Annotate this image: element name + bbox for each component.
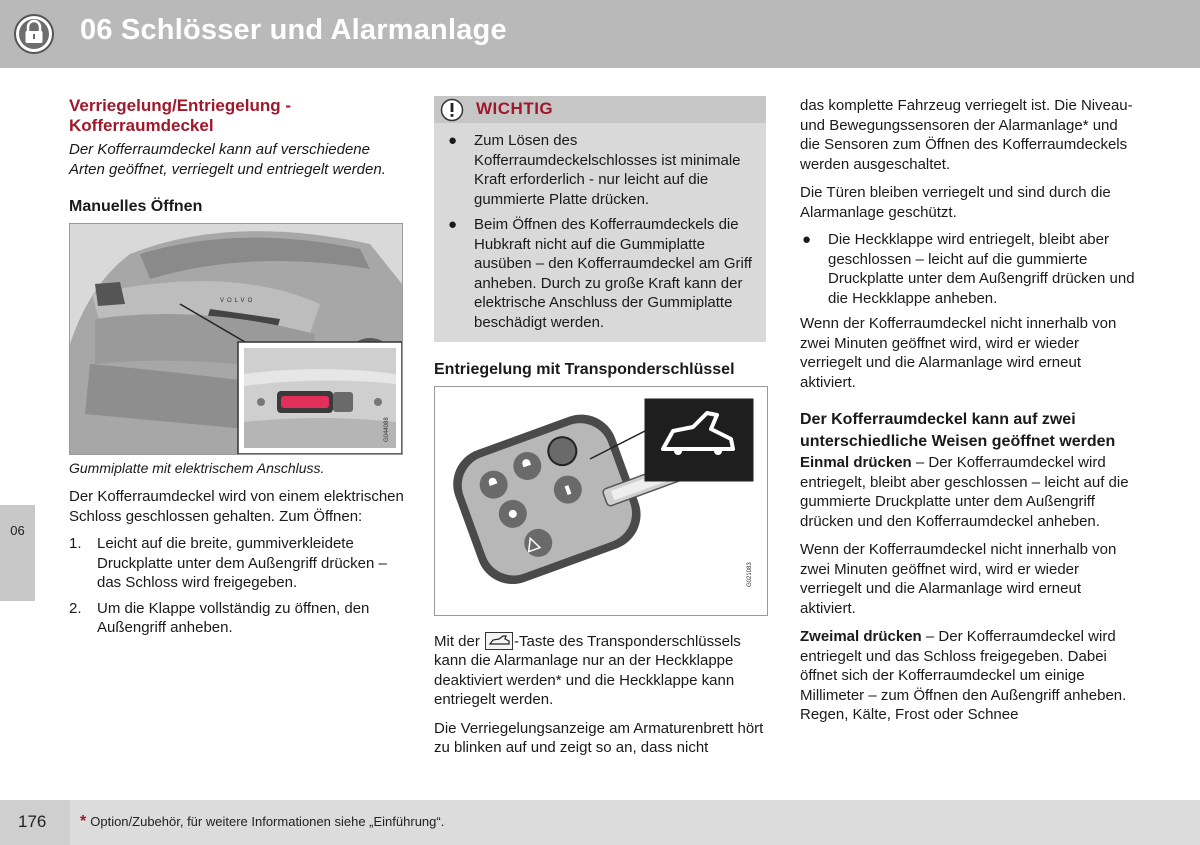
warning-header [434, 96, 766, 123]
subheading-transponder: Entriegelung mit Transponderschlüssel [434, 361, 735, 378]
opening-steps [69, 534, 404, 638]
paragraph-press-once: Einmal drücken – Der Kofferraumdeckel wird entriegelt, bleibt aber geschlossen – leicht auf die gummierte Druckplatte unter dem Außengriff drücken und den Kofferraumdeckel anheben. [800, 454, 1129, 530]
column-middle [434, 96, 766, 758]
figure-caption: Gummiplatte mit elektrischem Anschluss. [69, 459, 325, 476]
page-number-box [0, 800, 68, 845]
key-illustration [434, 386, 768, 616]
subheading-manual-opening: Manuelles Öffnen [69, 198, 203, 215]
warning-exclamation-icon [440, 98, 464, 128]
list-item: ● Beim Öffnen des Kofferraumdeckels die Hubkraft nicht auf die Gummiplatte ausüben – den Kofferraumdeckel am Griff anheben. Durch zu große Kraft kann der elektrische Anschluss der Gummiplatte beschädigt werden. [448, 216, 752, 331]
footnote-star: * [80, 813, 87, 830]
transponder-key-drawing [435, 387, 767, 615]
figure-code: G044088 [384, 416, 390, 442]
subheading-two-ways: Der Kofferraumdeckel kann auf zwei unterschiedliche Weisen geöffnet werden [800, 411, 1116, 450]
car-rear-drawing [70, 224, 402, 454]
footnote: * Option/Zubehör, für weitere Informationen siehe „Einführung“. [80, 813, 445, 830]
paragraph-indicator: Die Verriegelungsanzeige am Armaturenbrett hört zu blinken auf und zeigt so an, dass nicht [434, 719, 764, 756]
paragraph-press-twice: Zweimal drücken – Der Kofferraumdeckel wird entriegelt und das Schloss freigegeben. Dabei öffnet sich der Kofferraumdeckel um einige Millimeter – zum Öffnen den Außengriff anheben. Regen, Kälte, Frost oder Schnee [800, 628, 1127, 723]
paragraph-electric-lock: Der Kofferraumdeckel wird von einem elektrischen Schloss geschlossen gehalten. Zum Öffnen: [69, 488, 404, 525]
chapter-title: 06 Schlösser und Alarmanlage [80, 14, 507, 46]
chapter-tab [0, 505, 35, 601]
lock-icon [0, 0, 68, 68]
column-left [69, 96, 404, 644]
list-item: ● Zum Lösen des Kofferraumdeckelschlosses ist minimale Kraft erforderlich - nur leicht auf die gummierte Platte drücken. [448, 132, 741, 208]
list-item: 2. Um die Klappe vollständig zu öffnen, den Außengriff anheben. [69, 599, 370, 636]
paragraph-relock-2: Wenn der Kofferraumdeckel nicht innerhalb von zwei Minuten geöffnet wird, wird er wieder verriegelt und die Alarmanlage wird erneut aktiviert. [800, 541, 1117, 617]
paragraph-sensors: das komplette Fahrzeug verriegelt ist. Die Niveau- und Bewegungssensoren der Alarmanlage* und die Sensoren zum Öffnen des Kofferraumdeckels werden ausgeschaltet. [800, 97, 1133, 173]
warning-body [434, 123, 766, 342]
page-number: 176 [18, 812, 47, 831]
paragraph-transponder-button: Mit der -Taste des Transponderschlüssels kann die Alarmanlage nur an der Heckklappe deaktiviert werden* und die Heckklappe kann entriegelt werden. [434, 632, 741, 708]
figure-code: G021083 [747, 561, 753, 587]
chapter-tab-label: 06 [10, 523, 25, 538]
warning-title: WICHTIG [476, 99, 554, 118]
section-intro: Der Kofferraumdeckel kann auf verschiedene Arten geöffnet, verriegelt und entriegelt werden. [69, 141, 386, 178]
trunk-open-icon [485, 632, 513, 650]
tailgate-list [800, 230, 1135, 308]
list-item: ● Die Heckklappe wird entriegelt, bleibt aber geschlossen – leicht auf die gummierte Druckplatte unter dem Außengriff drücken und die Heckklappe anheben. [802, 231, 1135, 307]
car-badge-text: VOLVO [220, 297, 256, 304]
warning-list [434, 131, 756, 332]
section-heading: Verriegelung/Entriegelung - Kofferraumdeckel [69, 96, 291, 135]
page-footer [0, 800, 1200, 845]
warning-box [434, 96, 766, 342]
list-item: 1. Leicht auf die breite, gummiverkleidete Druckplatte unter dem Außengriff drücken – das Schloss wird freigegeben. [69, 535, 387, 591]
trunk-illustration [69, 223, 403, 455]
paragraph-relock: Wenn der Kofferraumdeckel nicht innerhalb von zwei Minuten geöffnet wird, wird er wieder verriegelt und die Alarmanlage wird erneut aktiviert. [800, 315, 1117, 391]
paragraph-doors-locked: Die Türen bleiben verriegelt und sind durch die Alarmanlage geschützt. [800, 184, 1111, 221]
column-right [800, 96, 1135, 725]
chapter-header [0, 0, 1200, 68]
